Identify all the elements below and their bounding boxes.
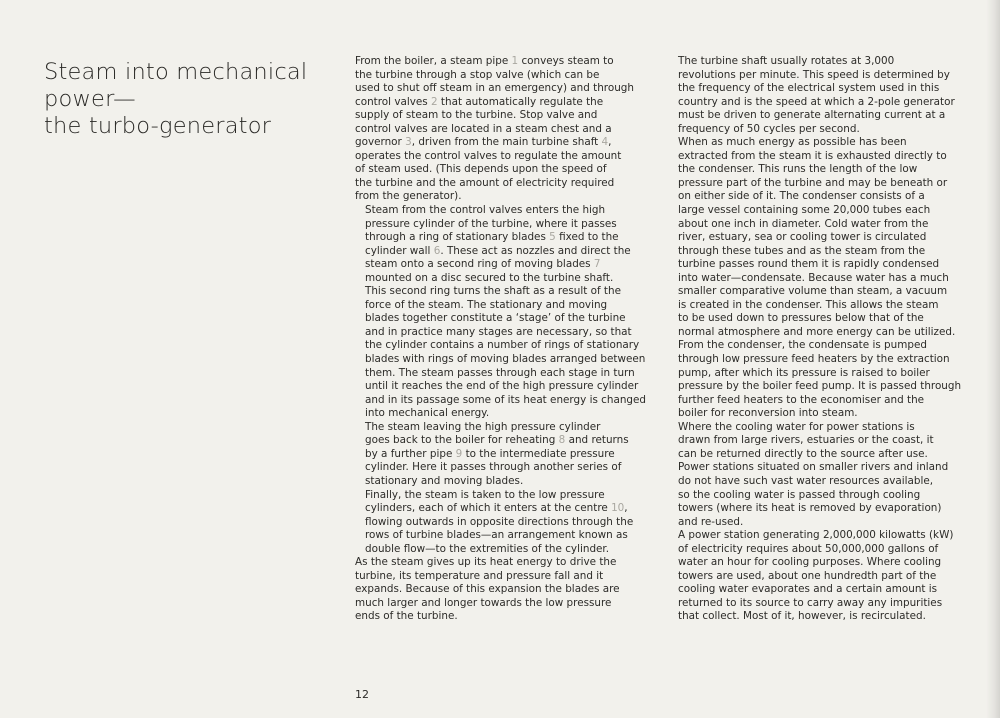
text-segment: much larger and longer towards the low pressure: [355, 596, 612, 609]
text-segment: through a ring of stationary blades: [365, 231, 550, 244]
paragraph: [355, 489, 645, 557]
text-line: [355, 69, 645, 83]
text-line: [355, 231, 645, 245]
text-line: [355, 136, 645, 150]
text-segment: ,: [624, 502, 628, 515]
text-segment: . These act as nozzles and direct the: [440, 244, 631, 257]
text-segment: Where the cooling water for power stations is: [678, 420, 915, 433]
text-line: [355, 475, 645, 489]
text-line: [355, 299, 645, 313]
text-line: [355, 190, 645, 204]
text-segment: into water—condensate. Because water has a much: [678, 271, 949, 284]
text-segment: boiler for reconversion into steam.: [678, 407, 858, 420]
text-line: [355, 258, 645, 272]
text-line: [668, 380, 963, 394]
text-segment: Steam from the control valves enters the high: [365, 204, 606, 217]
text-segment: to be used down to pressures below that of the: [678, 312, 924, 325]
text-line: [355, 285, 645, 299]
text-line: [668, 272, 963, 286]
paragraph: [355, 556, 645, 624]
text-segment: that automatically regulate the: [437, 95, 604, 108]
text-line: [355, 489, 645, 503]
text-segment: Power stations situated on smaller rivers and inland: [678, 461, 949, 474]
text-segment: to the intermediate pressure: [462, 447, 615, 460]
text-segment: about one inch in diameter. Cold water from the: [678, 217, 929, 230]
text-segment: The turbine shaft usually rotates at 3,000: [678, 55, 895, 67]
text-line: [668, 123, 963, 137]
text-segment: drawn from large rivers, estuaries or the coast, it: [678, 434, 934, 447]
text-segment: Finally, the steam is taken to the low pressure: [365, 488, 605, 501]
text-segment: ends of the turbine.: [355, 610, 458, 623]
text-line: [668, 326, 963, 340]
text-segment: cylinder wall: [365, 244, 434, 257]
text-line: [355, 556, 645, 570]
text-segment: cylinder. Here it passes through another series of: [365, 461, 622, 474]
text-segment: revolutions per minute. This speed is determined by: [678, 68, 950, 81]
text-segment: pressure by the boiler feed pump. It is passed through: [678, 380, 962, 393]
text-line: [668, 136, 963, 150]
text-segment: large vessel containing some 20,000 tubes each: [678, 204, 931, 217]
text-line: [668, 475, 963, 489]
text-segment: so the cooling water is passed through cooling: [678, 488, 921, 501]
diagram-reference-number: 6: [433, 244, 441, 257]
text-line: [668, 245, 963, 259]
text-line: [355, 326, 645, 340]
text-segment: country and is the speed at which a 2-pole generator: [678, 95, 955, 108]
text-segment: until it reaches the end of the high pressure cylinder: [365, 380, 639, 393]
text-line: [355, 461, 645, 475]
text-line: [668, 407, 963, 421]
text-segment: smaller comparative volume than steam, a vacuum: [678, 285, 948, 298]
text-segment: through low pressure feed heaters by the extraction: [678, 353, 950, 366]
text-segment: force of the steam. The stationary and moving: [365, 298, 608, 311]
paragraph: [668, 339, 963, 420]
page-edge-shadow: [986, 0, 1000, 718]
text-segment: As the steam gives up its heat energy to drive the: [355, 556, 617, 569]
text-line: [355, 123, 645, 137]
text-segment: blades together constitute a ‘stage’ of the turbine: [365, 312, 626, 325]
text-segment: goes back to the boiler for reheating: [365, 434, 559, 447]
text-segment: turbine, its temperature and pressure fall and it: [355, 569, 604, 582]
text-segment: conveys steam to: [518, 55, 614, 67]
text-segment: from the generator).: [355, 190, 462, 203]
text-segment: further feed heaters to the economiser and the: [678, 393, 925, 406]
text-segment: and in practice many stages are necessary, so that: [365, 325, 632, 338]
text-line: [355, 82, 645, 96]
paragraph: [355, 421, 645, 489]
page-number: 12: [355, 688, 369, 701]
text-line: [355, 312, 645, 326]
text-segment: must be driven to generate alternating current at a: [678, 109, 946, 122]
text-line: [355, 245, 645, 259]
text-segment: control valves are located in a steam chest and a: [355, 122, 612, 135]
text-segment: normal atmosphere and more energy can be utilized.: [678, 325, 956, 338]
text-line: [668, 69, 963, 83]
text-line: [668, 461, 963, 475]
title-line: power—: [44, 86, 136, 113]
text-segment: is created in the condenser. This allows the steam: [678, 298, 939, 311]
text-segment: double flow—to the extremities of the cylinder.: [365, 542, 610, 555]
text-segment: do not have such vast water resources available,: [678, 474, 934, 487]
text-line: [355, 150, 645, 164]
text-segment: pressure cylinder of the turbine, where it passes: [365, 217, 617, 230]
text-line: [668, 421, 963, 435]
text-line: [355, 448, 645, 462]
text-line: [668, 529, 963, 543]
diagram-reference-number: 5: [549, 231, 556, 244]
text-segment: frequency of 50 cycles per second.: [678, 122, 860, 135]
text-line: [668, 448, 963, 462]
text-segment: the frequency of the electrical system used in this: [678, 82, 940, 95]
text-line: [355, 407, 645, 421]
text-line: [668, 394, 963, 408]
text-line: [668, 502, 963, 516]
text-line: [668, 556, 963, 570]
text-line: [355, 434, 645, 448]
text-segment: supply of steam to the turbine. Stop valve and: [355, 109, 598, 122]
text-segment: of steam used. (This depends upon the speed of: [355, 163, 607, 176]
text-segment: When as much energy as possible has been: [678, 136, 907, 149]
text-line: [355, 543, 645, 557]
text-line: [355, 163, 645, 177]
text-segment: and returns: [565, 434, 629, 447]
text-segment: operates the control valves to regulate the amount: [355, 149, 622, 162]
paragraph: [355, 55, 645, 204]
diagram-reference-number: 3: [405, 136, 412, 149]
text-line: [668, 367, 963, 381]
text-line: [668, 339, 963, 353]
text-segment: extracted from the steam it is exhausted directly to: [678, 149, 947, 162]
text-segment: of electricity requires about 50,000,000 gallons of: [678, 542, 939, 555]
text-segment: This second ring turns the shaft as a result of the: [365, 285, 621, 298]
text-segment: steam onto a second ring of moving blades: [365, 258, 594, 271]
text-segment: that collect. Most of it, however, is recirculated.: [678, 610, 926, 623]
text-line: [668, 218, 963, 232]
text-line: [355, 55, 645, 69]
text-line: [355, 570, 645, 584]
text-line: [668, 231, 963, 245]
text-line: [668, 190, 963, 204]
diagram-reference-number: 9: [455, 447, 463, 460]
text-line: [668, 96, 963, 110]
text-segment: returned to its source to carry away any impurities: [678, 596, 943, 609]
text-line: [668, 610, 963, 624]
text-segment: flowing outwards in opposite directions through the: [365, 515, 634, 528]
text-line: [668, 109, 963, 123]
text-segment: ,: [608, 136, 612, 149]
text-segment: blades with rings of moving blades arranged between: [365, 353, 646, 366]
text-line: [668, 299, 963, 313]
text-segment: and re-used.: [678, 515, 744, 528]
text-line: [668, 543, 963, 557]
diagram-reference-number: 10: [611, 502, 625, 515]
paragraph: [668, 136, 963, 339]
text-line: [355, 204, 645, 218]
text-line: [355, 583, 645, 597]
paragraph: [668, 529, 963, 624]
text-line: [355, 96, 645, 110]
text-segment: A power station generating 2,000,000 kilowatts (kW): [678, 529, 954, 542]
text-line: [355, 502, 645, 516]
text-line: [355, 339, 645, 353]
text-line: [668, 150, 963, 164]
text-segment: through these tubes and as the steam from the: [678, 244, 926, 257]
text-line: [668, 163, 963, 177]
text-segment: The steam leaving the high pressure cylinder: [365, 420, 601, 433]
page-title: [44, 59, 324, 140]
text-segment: on either side of it. The condenser consists of a: [678, 190, 925, 203]
text-line: [355, 516, 645, 530]
text-line: [355, 177, 645, 191]
text-line: [668, 82, 963, 96]
text-segment: , driven from the main turbine shaft: [411, 136, 602, 149]
paragraph: [668, 55, 963, 136]
text-segment: and in its passage some of its heat energy is changed: [365, 393, 647, 406]
text-segment: cooling water evaporates and a certain amount is: [678, 583, 938, 596]
diagram-reference-number: 7: [593, 258, 601, 271]
text-line: [668, 516, 963, 530]
text-line: [668, 204, 963, 218]
text-segment: river, estuary, sea or cooling tower is circulated: [678, 231, 927, 244]
text-line: [355, 529, 645, 543]
text-line: [355, 597, 645, 611]
text-column-right: [668, 55, 963, 624]
text-line: [668, 583, 963, 597]
text-segment: From the condenser, the condensate is pumped: [678, 339, 927, 352]
title-line: Steam into mechanical: [44, 59, 308, 86]
text-segment: into mechanical energy.: [365, 407, 490, 420]
text-segment: turbine passes round them it is rapidly condensed: [678, 258, 940, 271]
text-line: [668, 258, 963, 272]
diagram-reference-number: 8: [558, 434, 566, 447]
text-line: [355, 218, 645, 232]
text-segment: control valves: [355, 95, 431, 108]
text-line: [668, 177, 963, 191]
diagram-reference-number: 1: [511, 55, 519, 67]
text-segment: stationary and moving blades.: [365, 474, 524, 487]
text-line: [668, 570, 963, 584]
text-line: [355, 367, 645, 381]
text-line: [668, 489, 963, 503]
text-segment: governor: [355, 136, 406, 149]
text-column-left: [355, 55, 645, 624]
text-segment: rows of turbine blades—an arrangement known as: [365, 529, 628, 542]
text-segment: pump, after which its pressure is raised to boiler: [678, 366, 930, 379]
text-segment: by a further pipe: [365, 447, 456, 460]
text-line: [355, 394, 645, 408]
text-line: [668, 434, 963, 448]
text-segment: expands. Because of this expansion the blades are: [355, 583, 620, 596]
text-line: [355, 421, 645, 435]
text-line: [668, 55, 963, 69]
diagram-reference-number: 2: [430, 95, 438, 108]
text-segment: the cylinder contains a number of rings of stationary: [365, 339, 640, 352]
text-segment: the condenser. This runs the length of the low: [678, 163, 918, 176]
text-segment: the turbine and the amount of electricity required: [355, 176, 615, 189]
text-line: [355, 272, 645, 286]
text-segment: fixed to the: [555, 231, 619, 244]
title-line: the turbo-generator: [44, 113, 272, 140]
paragraph: [668, 421, 963, 529]
text-segment: towers (where its heat is removed by evaporation): [678, 502, 942, 515]
text-segment: pressure part of the turbine and may be beneath or: [678, 176, 948, 189]
text-segment: mounted on a disc secured to the turbine shaft.: [365, 271, 614, 284]
text-segment: From the boiler, a steam pipe: [355, 55, 512, 67]
text-segment: the turbine through a stop valve (which can be: [355, 68, 600, 81]
text-segment: towers are used, about one hundredth part of the: [678, 569, 937, 582]
text-line: [355, 380, 645, 394]
text-line: [668, 285, 963, 299]
paragraph: [355, 204, 645, 421]
text-line: [355, 353, 645, 367]
text-segment: used to shut off steam in an emergency) and through: [355, 82, 634, 95]
text-line: [668, 353, 963, 367]
diagram-reference-number: 4: [601, 136, 609, 149]
text-segment: can be returned directly to the source after use.: [678, 447, 928, 460]
text-line: [668, 597, 963, 611]
text-segment: cylinders, each of which it enters at the centre: [365, 502, 612, 515]
text-line: [355, 610, 645, 624]
text-segment: water an hour for cooling purposes. Where cooling: [678, 556, 942, 569]
text-segment: them. The steam passes through each stage in turn: [365, 366, 635, 379]
text-line: [355, 109, 645, 123]
text-line: [668, 312, 963, 326]
